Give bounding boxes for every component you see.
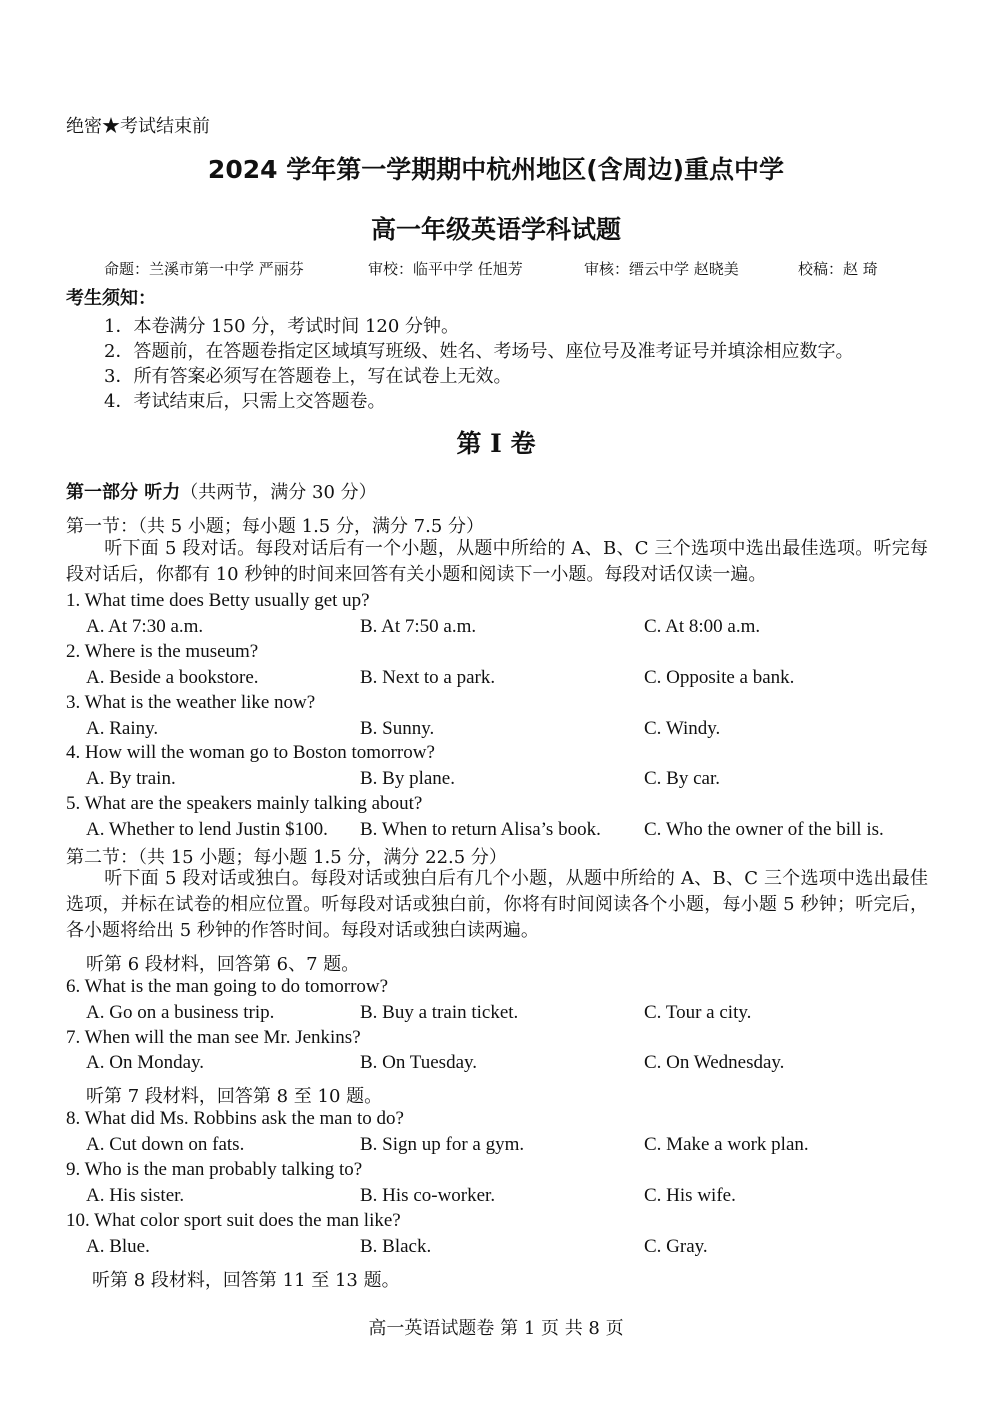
option-a: A. Go on a business trip. — [86, 1002, 275, 1023]
question-text: 10. What color sport suit does the man like? — [66, 1210, 401, 1231]
question-text: 2. Where is the museum? — [66, 641, 259, 662]
exam-subtitle: 高一年级英语学科试题 — [370, 215, 621, 244]
option-a: A. Cut down on fats. — [86, 1134, 245, 1155]
confidential-label: 绝密★考试结束前 — [66, 116, 210, 137]
section-heading: 第一节：（共 5 小题；每小题 1.5 分，满分 7.5 分） — [66, 516, 485, 537]
option-c: C. Gray. — [644, 1236, 708, 1257]
page-footer: 高一英语试题卷 第 1 页 共 8 页 — [368, 1318, 624, 1339]
option-c: C. Tour a city. — [644, 1002, 752, 1023]
part-heading-bold: 第一部分 听力 — [66, 482, 181, 503]
option-c: C. Opposite a bank. — [644, 667, 795, 688]
question-text: 7. When will the man see Mr. Jenkins? — [66, 1027, 361, 1048]
option-b: B. Sign up for a gym. — [360, 1134, 525, 1155]
part-heading — [66, 478, 377, 504]
author-setter: 命题：兰溪市第一中学 严丽芬 — [104, 260, 304, 278]
question-text: 3. What is the weather like now? — [66, 692, 316, 713]
option-c: C. At 8:00 a.m. — [644, 616, 761, 637]
option-b: B. When to return Alisa’s book. — [360, 819, 601, 840]
option-a: A. At 7:30 a.m. — [86, 616, 204, 637]
option-b: B. At 7:50 a.m. — [360, 616, 477, 637]
option-a: A. On Monday. — [86, 1052, 205, 1073]
part-heading-points: （共两节，满分 30 分） — [180, 482, 377, 503]
question-text: 8. What did Ms. Robbins ask the man to do? — [66, 1108, 404, 1129]
option-b: B. His co-worker. — [360, 1185, 496, 1206]
question-text: 1. What time does Betty usually get up? — [66, 590, 370, 611]
option-c: C. By car. — [644, 768, 720, 789]
option-c: C. Windy. — [644, 718, 721, 739]
exam-title: 2024 学年第一学期期中杭州地区(含周边)重点中学 — [207, 155, 785, 184]
notice-item: 1．本卷满分 150 分，考试时间 120 分钟。 — [104, 316, 460, 337]
option-a: A. By train. — [86, 768, 176, 789]
option-a: A. Rainy. — [86, 718, 159, 739]
option-c: C. On Wednesday. — [644, 1052, 785, 1073]
author-proofreader: 校稿：赵 琦 — [798, 260, 878, 278]
option-b: B. Black. — [360, 1236, 432, 1257]
option-b: B. On Tuesday. — [360, 1052, 478, 1073]
notice-item: 2．答题前，在答题卷指定区域填写班级、姓名、考场号、座位号及准考证号并填涂相应数字。 — [104, 341, 854, 362]
author-reviewer: 审校：临平中学 任旭芳 — [368, 260, 523, 278]
volume-title: 第 I 卷 — [456, 429, 536, 458]
notice-heading: 考生须知： — [66, 288, 156, 309]
section-heading: 第二节：（共 15 小题；每小题 1.5 分，满分 22.5 分） — [66, 847, 507, 868]
option-a: A. Blue. — [86, 1236, 150, 1257]
question-text: 9. Who is the man probably talking to? — [66, 1159, 363, 1180]
notice-item: 4．考试结束后，只需上交答题卷。 — [104, 391, 386, 412]
listen-note: 听第 8 段材料，回答第 11 至 13 题。 — [92, 1270, 400, 1291]
question-text: 5. What are the speakers mainly talking about? — [66, 793, 423, 814]
listen-note: 听第 6 段材料，回答第 6、7 题。 — [86, 954, 360, 975]
option-c: C. Make a work plan. — [644, 1134, 809, 1155]
option-b: B. By plane. — [360, 768, 455, 789]
option-a: A. Beside a bookstore. — [86, 667, 259, 688]
section-instructions: 听下面 5 段对话。每段对话后有一个小题，从题中所给的 A、B、C 三个选项中选出最佳选项。听完每段对话后，你都有 10 秒钟的时间来回答有关小题和阅读下一小题。每段对话仅读一遍。 — [66, 538, 928, 585]
option-b: B. Buy a train ticket. — [360, 1002, 519, 1023]
listen-note: 听第 7 段材料，回答第 8 至 10 题。 — [86, 1086, 383, 1107]
option-b: B. Sunny. — [360, 718, 435, 739]
option-b: B. Next to a park. — [360, 667, 496, 688]
option-c: C. His wife. — [644, 1185, 736, 1206]
author-checker: 审核：缙云中学 赵晓美 — [584, 260, 739, 278]
section-instructions: 听下面 5 段对话或独白。每段对话或独白后有几个小题，从题中所给的 A、B、C 三个选项中选出最佳选项，并标在试卷的相应位置。听每段对话或独白前，你将有时间阅读各个小题，每小题 5 秒钟；听完后，各小题将给出 5 秒钟的作答时间。每段对话或独白读两遍。 — [66, 868, 928, 941]
option-a: A. His sister. — [86, 1185, 185, 1206]
option-c: C. Who the owner of the bill is. — [644, 819, 884, 840]
question-text: 4. How will the woman go to Boston tomorrow? — [66, 742, 435, 763]
question-text: 6. What is the man going to do tomorrow? — [66, 976, 389, 997]
notice-item: 3．所有答案必须写在答题卷上，写在试卷上无效。 — [104, 366, 512, 387]
option-a: A. Whether to lend Justin $100. — [86, 819, 328, 840]
